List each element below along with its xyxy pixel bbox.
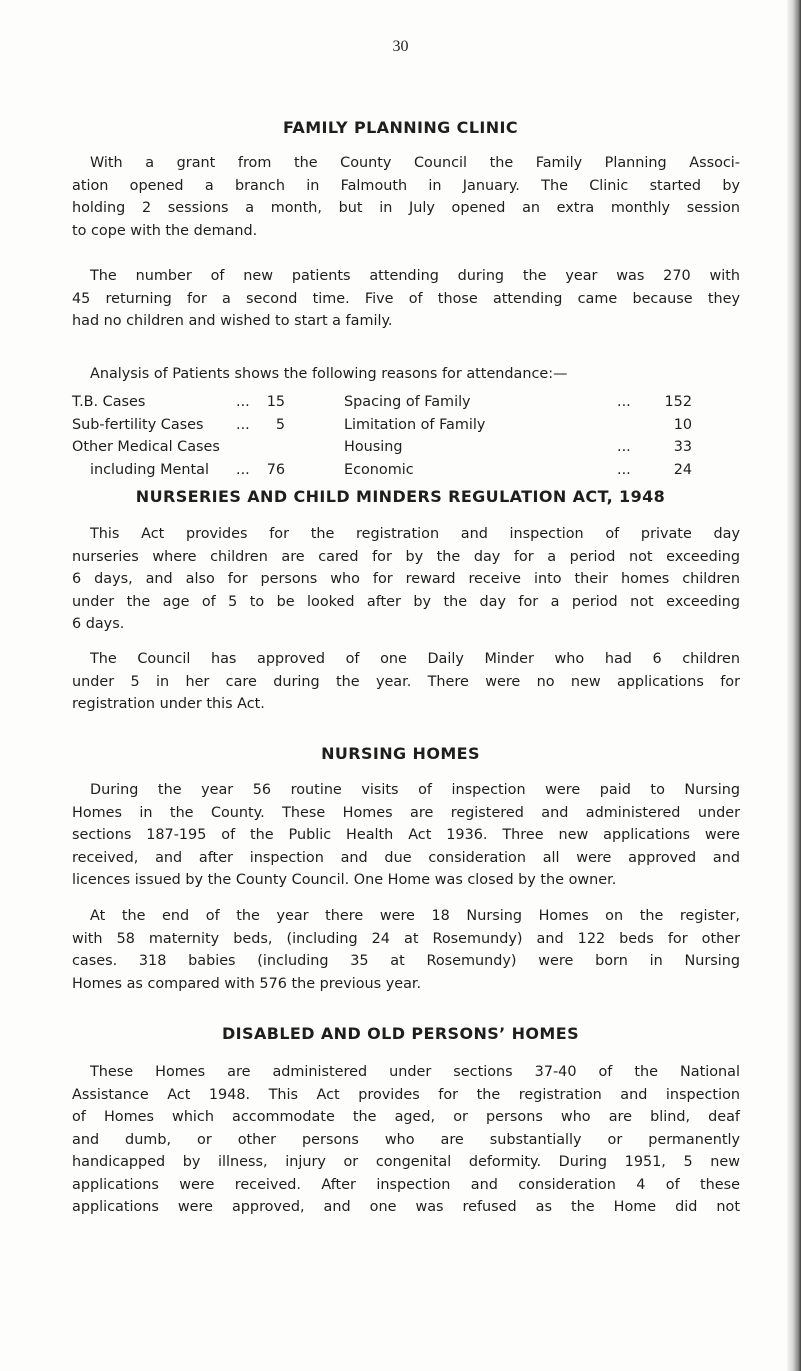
text-line: This Act provides for the registration and inspection of private day: [90, 526, 740, 542]
reason-label: T.B. Cases: [72, 394, 146, 410]
text-line: with 58 maternity beds, (including 24 at Rosemundy) and 122 beds for other: [72, 930, 740, 947]
reasons-table: [72, 394, 740, 484]
heading-family-planning-clinic: FAMILY PLANNING CLINIC: [282, 118, 519, 137]
reason-row: [72, 417, 740, 440]
text-line: applications were approved, and one was refused as the Home did not: [72, 1199, 740, 1215]
reason-label: Other Medical Cases: [72, 439, 220, 455]
leader-dots: ...: [617, 394, 631, 410]
leader-dots: ...: [236, 394, 250, 410]
reason-row: [72, 439, 740, 462]
heading-nursing-homes: NURSING HOMES: [321, 744, 480, 763]
reason-count: 10: [673, 416, 692, 433]
text-line: to cope with the demand.: [72, 222, 258, 239]
text-line: under 5 in her care during the year. There were no new applications for: [72, 673, 740, 690]
reason-row: [72, 394, 740, 417]
text-line: nurseries where children are cared for by the day for a period not exceeding: [72, 548, 740, 565]
reason-label: Housing: [344, 439, 403, 455]
text-line: The Council has approved of one Daily Minder who had 6 children: [90, 651, 740, 667]
reason-label: Spacing of Family: [344, 394, 471, 410]
reason-row: [72, 462, 740, 485]
analysis-intro: [72, 366, 740, 382]
text-line: 45 returning for a second time. Five of those attending came because they: [72, 290, 740, 307]
text-line: and dumb, or other persons who are substantially or permanently: [72, 1131, 740, 1148]
text-line: holding 2 sessions a month, but in July opened an extra monthly session: [72, 200, 740, 216]
paragraph-nurseries-2: [72, 648, 740, 716]
reason-count: 33: [673, 439, 692, 455]
reason-count: 5: [275, 416, 285, 433]
text-line: At the end of the year there were 18 Nursing Homes on the register,: [90, 908, 740, 924]
reason-count: 15: [266, 394, 285, 410]
text-line: Assistance Act 1948. This Act provides for the registration and inspection: [72, 1086, 740, 1103]
reason-label: Sub-fertility Cases: [72, 416, 204, 433]
text-line: Homes in the County. These Homes are registered and administered under: [72, 804, 740, 821]
text-line: ation opened a branch in Falmouth in January. The Clinic started by: [72, 177, 740, 194]
text-line: of Homes which accommodate the aged, or persons who are blind, deaf: [72, 1109, 740, 1125]
paragraph-nurseries-1: [72, 523, 740, 636]
text-line: registration under this Act.: [72, 696, 265, 712]
text-line: Homes as compared with 576 the previous year.: [72, 975, 422, 992]
scanned-page-edge: [787, 0, 801, 1371]
text-line: 6 days, and also for persons who for reward receive into their homes children: [72, 571, 740, 587]
reason-count: 76: [266, 461, 285, 478]
text-line: 6 days.: [72, 616, 125, 632]
text-line: During the year 56 routine visits of inspection were paid to Nursing: [90, 782, 740, 798]
reason-count: 24: [673, 461, 692, 478]
text-line: The number of new patients attending during the year was 270 with: [90, 268, 740, 284]
leader-dots: ...: [236, 461, 250, 478]
paragraph-family-planning-1: [72, 152, 740, 242]
leader-dots: ...: [617, 439, 631, 455]
text-line: licences issued by the County Council. One Home was closed by the owner.: [72, 872, 617, 888]
text-line: applications were received. After inspection and consideration 4 of these: [72, 1176, 740, 1193]
text-line: handicapped by illness, injury or congenital deformity. During 1951, 5 new: [72, 1154, 740, 1170]
paragraph-family-planning-2: [72, 265, 740, 333]
text-line: under the age of 5 to be looked after by the day for a period not exceeding: [72, 593, 740, 610]
analysis-intro-text: Analysis of Patients shows the following reasons for attendance:—: [90, 366, 568, 382]
paragraph-disabled-homes-1: [72, 1061, 740, 1219]
reason-count: 152: [664, 394, 692, 410]
reason-label: including Mental: [90, 461, 209, 478]
text-line: With a grant from the County Council the Family Planning Associ-: [90, 155, 740, 171]
text-line: received, and after inspection and due consideration all were approved and: [72, 849, 740, 866]
leader-dots: ...: [236, 416, 250, 433]
text-line: These Homes are administered under sections 37-40 of the National: [90, 1064, 740, 1080]
text-line: had no children and wished to start a family.: [72, 313, 393, 329]
reason-label: Economic: [344, 461, 414, 478]
page-number: 30: [392, 38, 409, 55]
paragraph-nursing-homes-1: [72, 779, 740, 892]
paragraph-nursing-homes-2: [72, 905, 740, 995]
heading-disabled-old-persons-homes: DISABLED AND OLD PERSONS’ HOMES: [221, 1024, 580, 1043]
heading-nurseries-child-minders: NURSERIES AND CHILD MINDERS REGULATION ACT, 1948: [135, 487, 666, 506]
reason-label: Limitation of Family: [344, 416, 486, 433]
text-line: sections 187-195 of the Public Health Act 1936. Three new applications were: [72, 827, 740, 843]
text-line: cases. 318 babies (including 35 at Rosemundy) were born in Nursing: [72, 953, 740, 969]
leader-dots: ...: [617, 461, 631, 478]
